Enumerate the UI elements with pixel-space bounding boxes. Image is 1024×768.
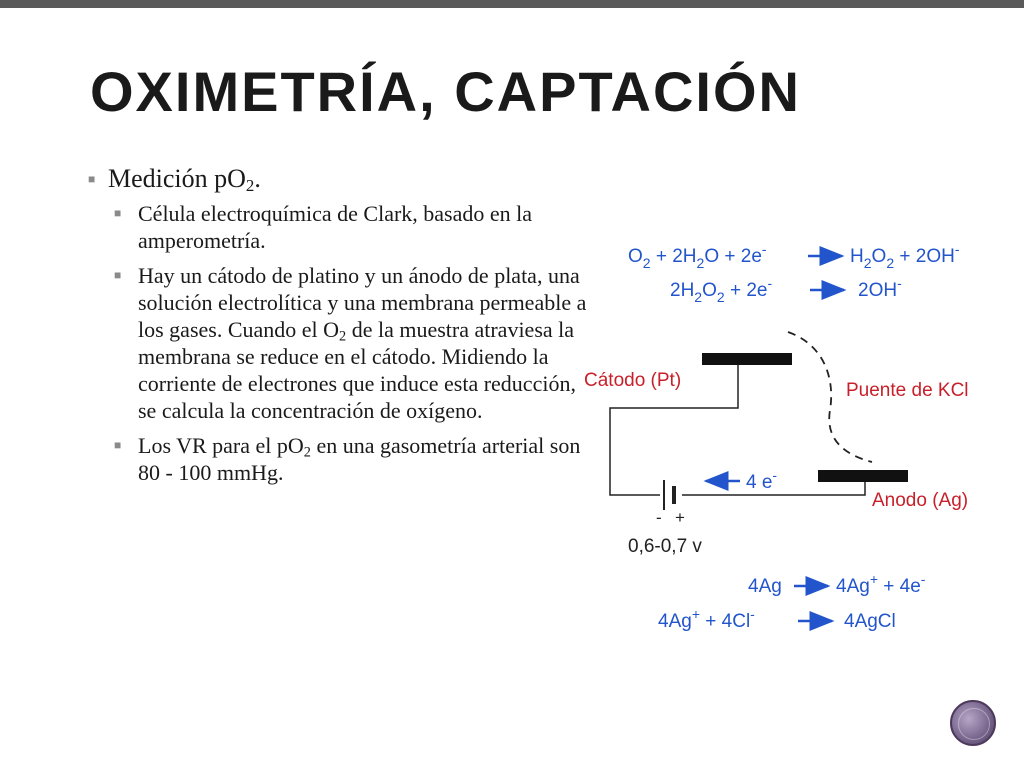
equation-oxygen-reduction-1: $O_2 + 2H_2O + 2e^-$: [628, 241, 767, 271]
salt-bridge-label: Puente de KCl: [846, 380, 969, 401]
electron-flow-label: 4 e-: [746, 467, 778, 493]
cathode-electrode: [702, 353, 792, 365]
slide-title: OXIMETRÍA, CAPTACIÓN: [90, 60, 801, 123]
bullet-square-icon: ■: [114, 438, 122, 452]
equation-oxygen-reduction-2-products: 2OH-: [858, 275, 902, 301]
bullet-main-text: Medición $pO_2$.: [108, 164, 261, 196]
bullet-sub-3: [114, 432, 588, 486]
slide-content: [88, 164, 588, 494]
equation-oxygen-reduction-1-products: $H_2O_2 + 2OH^-$: [850, 241, 960, 271]
bullet-sub-2: [114, 262, 588, 424]
equation-silver-chloride: 4Ag+ + 4Cl-: [658, 606, 755, 632]
cathode-label: Cátodo (Pt): [584, 370, 682, 391]
bullet-sub-2-text: Hay un cátodo de platino y un ánodo de plata, una solución electrolítica y una membrana permeable a los gases. Cuando el $O_2$ de la muestra atraviesa la membrana se reduce en el cátodo. Midiendo la corriente de electrones que induce esta reducción, se calcula la concentración de oxígeno.: [138, 263, 587, 423]
bullet-square-icon: ■: [114, 206, 122, 220]
bullet-sub-3-text: Los VR para el $pO_2$ en una gasometría arterial son 80 - 100 mmHg.: [138, 433, 581, 485]
clark-electrode-diagram: [560, 230, 1010, 640]
equation-silver-oxidation-products: 4Ag+ + 4e-: [836, 571, 926, 597]
bullet-sub-1: [114, 200, 588, 254]
anode-electrode: [818, 470, 908, 482]
bullet-square-icon: ■: [114, 268, 122, 282]
anode-label: Anodo (Ag): [872, 490, 969, 511]
bullet-main: [88, 164, 588, 194]
bullet-square-icon: ■: [88, 172, 96, 186]
equation-oxygen-reduction-2: $2H_2O_2 + 2e^-$: [670, 275, 773, 305]
battery-plus-sign: +: [675, 508, 685, 527]
purple-circle-ornament-icon: [950, 700, 996, 746]
equation-silver-chloride-product: 4AgCl: [844, 611, 896, 632]
voltage-label: 0,6-0,7 v: [628, 536, 702, 557]
battery-minus-sign: -: [656, 508, 662, 527]
ornament-inner-ring: [958, 708, 990, 740]
top-bar: [0, 0, 1024, 8]
equation-silver-oxidation: 4Ag: [748, 576, 782, 597]
bullet-sub-1-text: Célula electroquímica de Clark, basado en la amperometría.: [138, 201, 533, 253]
